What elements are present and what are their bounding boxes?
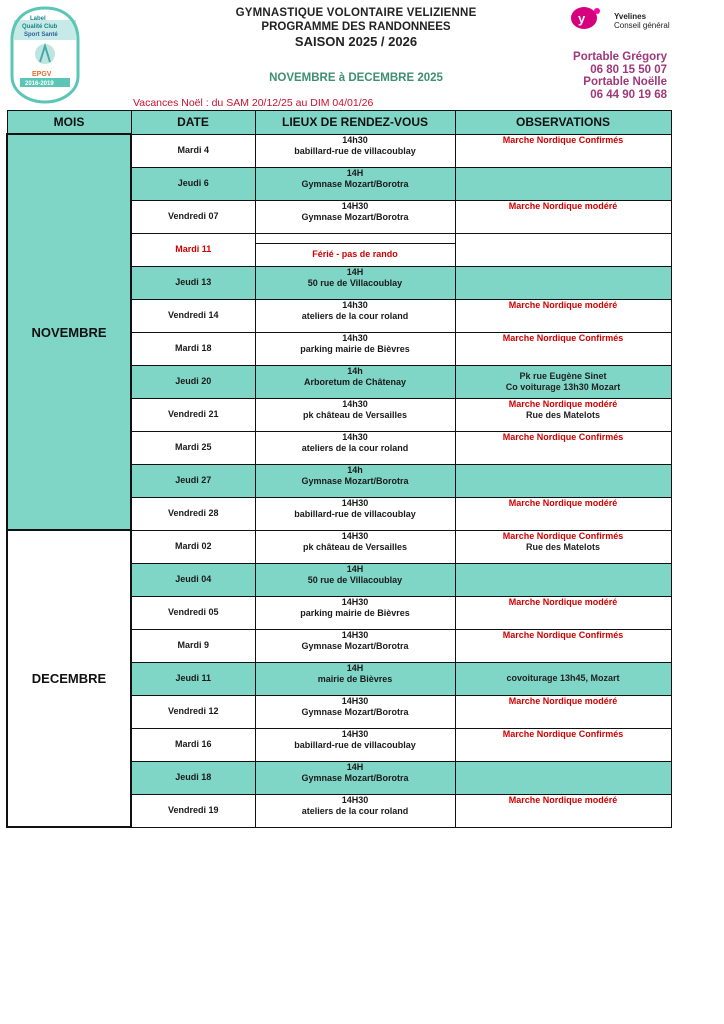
- place-name: babillard-rue de villacoublay: [294, 508, 416, 519]
- table-row: [7, 530, 671, 563]
- observation-cell: [455, 398, 671, 431]
- observation-line: Marche Nordique Confirmés: [502, 332, 624, 343]
- place-name: Gymnase Mozart/Borotra: [301, 178, 409, 189]
- place-name: parking mairie de Bièvres: [300, 607, 410, 618]
- date-cell: Mardi 11: [131, 233, 255, 266]
- place-name: ateliers de la cour roland: [301, 442, 409, 453]
- contact-name: Portable Grégory: [573, 51, 667, 63]
- place-name: ateliers de la cour roland: [301, 310, 409, 321]
- observation-cell: [455, 596, 671, 629]
- observation-line: covoiturage 13h45, Mozart: [506, 673, 620, 683]
- place-name: 50 rue de Villacoublay: [307, 277, 403, 288]
- col-header-date: DATE: [131, 111, 255, 135]
- place-cell: [255, 431, 455, 464]
- observation-cell: [455, 728, 671, 761]
- observation-cell: [455, 563, 671, 596]
- observation-cell: [455, 497, 671, 530]
- observation-line: Marche Nordique modéré: [508, 794, 618, 805]
- date-cell: Mardi 02: [131, 530, 255, 563]
- meeting-time: 14H: [346, 662, 364, 673]
- place-name: Gymnase Mozart/Borotra: [301, 640, 409, 651]
- meeting-time: 14h30: [342, 431, 368, 442]
- label-qualite-club-badge: [10, 6, 80, 104]
- meeting-time: 14h30: [342, 299, 368, 310]
- observation-line: Marche Nordique modéré: [508, 695, 618, 706]
- date-cell: Vendredi 28: [131, 497, 255, 530]
- place-cell: [255, 332, 455, 365]
- place-cell: [255, 497, 455, 530]
- observation-cell: [455, 464, 671, 497]
- observation-cell: [455, 266, 671, 299]
- month-cell: NOVEMBRE: [7, 134, 131, 530]
- date-cell: Vendredi 21: [131, 398, 255, 431]
- place-name: parking mairie de Bièvres: [300, 343, 410, 354]
- place-cell: [255, 167, 455, 200]
- date-cell: Jeudi 20: [131, 365, 255, 398]
- observation-line: Marche Nordique Confirmés: [502, 134, 624, 145]
- table-row: [7, 134, 671, 167]
- place-cell: [255, 233, 455, 266]
- observation-line: Marche Nordique modéré: [508, 398, 618, 409]
- place-cell: [255, 299, 455, 332]
- col-header-place: LIEUX DE RENDEZ-VOUS: [255, 111, 455, 135]
- date-cell: Jeudi 18: [131, 761, 255, 794]
- date-cell: Vendredi 05: [131, 596, 255, 629]
- place-cell: [255, 134, 455, 167]
- meeting-time: 14H: [346, 761, 364, 772]
- yvelines-sub: Conseil général: [614, 21, 670, 30]
- schedule-table: [6, 110, 672, 828]
- meeting-time: 14H30: [341, 794, 369, 805]
- meeting-time: 14h30: [342, 134, 368, 145]
- observation-cell: [455, 167, 671, 200]
- meeting-time: 14H30: [341, 596, 369, 607]
- date-cell: Vendredi 19: [131, 794, 255, 827]
- club-name: GYMNASTIQUE VOLONTAIRE VELIZIENNE: [235, 7, 477, 19]
- yvelines-logo-icon: [570, 6, 602, 30]
- observation-line: Marche Nordique modéré: [508, 596, 618, 607]
- svg-text:Qualité Club: Qualité Club: [22, 24, 58, 30]
- meeting-time: 14h30: [342, 398, 368, 409]
- place-cell: [255, 365, 455, 398]
- observation-cell: [455, 299, 671, 332]
- observation-cell: [455, 332, 671, 365]
- meeting-time: 14h30: [342, 332, 368, 343]
- observation-cell: [455, 695, 671, 728]
- observation-line: Pk rue Eugène Sinet: [519, 370, 607, 381]
- place-cell: [255, 266, 455, 299]
- date-cell: Mardi 4: [131, 134, 255, 167]
- date-cell: Jeudi 13: [131, 266, 255, 299]
- yvelines-label: [614, 12, 670, 30]
- observation-line: Rue des Matelots: [525, 541, 601, 552]
- date-cell: Jeudi 27: [131, 464, 255, 497]
- svg-text:Sport Santé: Sport Santé: [24, 32, 58, 38]
- contact-name: Portable Noëlle: [583, 76, 667, 88]
- meeting-time: 14H30: [341, 530, 369, 541]
- observation-cell: [455, 134, 671, 167]
- place-name: mairie de Bièvres: [317, 673, 393, 684]
- col-header-month: MOIS: [7, 111, 131, 135]
- observation-line: Marche Nordique modéré: [508, 497, 618, 508]
- date-cell: Mardi 9: [131, 629, 255, 662]
- meeting-time: 14H30: [341, 695, 369, 706]
- meeting-time: 14H30: [341, 200, 369, 211]
- meeting-time: 14H30: [341, 728, 369, 739]
- date-cell: Mardi 25: [131, 431, 255, 464]
- place-cell: [255, 464, 455, 497]
- place-cell: [255, 794, 455, 827]
- place-name: Férié - pas de rando: [312, 249, 398, 259]
- place-cell: [255, 629, 455, 662]
- place-name: Gymnase Mozart/Borotra: [301, 475, 409, 486]
- date-cell: Jeudi 11: [131, 662, 255, 695]
- place-name: 50 rue de Villacoublay: [307, 574, 403, 585]
- place-name: babillard-rue de villacoublay: [294, 739, 416, 750]
- date-cell: Jeudi 04: [131, 563, 255, 596]
- yvelines-name: Yvelines: [614, 12, 647, 21]
- observation-line: Marche Nordique Confirmés: [502, 431, 624, 442]
- place-cell: [255, 695, 455, 728]
- month-cell: DECEMBRE: [7, 530, 131, 827]
- period-title: NOVEMBRE à DECEMBRE 2025: [269, 72, 443, 84]
- observation-cell: [455, 200, 671, 233]
- place-name: Gymnase Mozart/Borotra: [301, 772, 409, 783]
- svg-text:EPGV: EPGV: [32, 71, 52, 78]
- place-name: babillard-rue de villacoublay: [294, 145, 416, 156]
- contact-phone: 06 80 15 50 07: [590, 63, 667, 76]
- meeting-time: 14h: [347, 365, 363, 376]
- contact-phone: 06 44 90 19 68: [590, 88, 667, 101]
- place-name: Gymnase Mozart/Borotra: [301, 211, 409, 222]
- date-cell: Mardi 18: [131, 332, 255, 365]
- col-header-observations: OBSERVATIONS: [455, 111, 671, 135]
- observation-cell: [455, 794, 671, 827]
- place-cell: [255, 398, 455, 431]
- observation-cell: [455, 629, 671, 662]
- date-cell: Vendredi 12: [131, 695, 255, 728]
- date-cell: Jeudi 6: [131, 167, 255, 200]
- observation-cell: [455, 530, 671, 563]
- date-cell: Vendredi 14: [131, 299, 255, 332]
- meeting-time: 14H30: [341, 629, 369, 640]
- holiday-note: Vacances Noël : du SAM 20/12/25 au DIM 04/01/26: [133, 97, 374, 109]
- meeting-time: 14h: [347, 464, 363, 475]
- place-cell: [255, 596, 455, 629]
- meeting-time: 14H: [346, 563, 364, 574]
- observation-line: Co voiturage 13h30 Mozart: [505, 381, 621, 392]
- place-name: ateliers de la cour roland: [301, 805, 409, 816]
- date-cell: Vendredi 07: [131, 200, 255, 233]
- program-title: PROGRAMME DES RANDONNEES: [261, 21, 451, 33]
- observation-cell: [455, 761, 671, 794]
- place-cell: [255, 530, 455, 563]
- observation-line: Rue des Matelots: [525, 409, 601, 420]
- place-name: Arboretum de Châtenay: [303, 376, 407, 387]
- place-cell: [255, 563, 455, 596]
- observation-line: Marche Nordique Confirmés: [502, 530, 624, 541]
- observation-cell: [455, 365, 671, 398]
- season-title: SAISON 2025 / 2026: [294, 34, 418, 49]
- contacts: [573, 51, 667, 101]
- svg-text:Label: Label: [30, 16, 46, 22]
- meeting-time: 14H: [346, 167, 364, 178]
- meeting-time: 14H: [346, 266, 364, 277]
- place-name: pk château de Versailles: [302, 409, 408, 420]
- observation-line: Marche Nordique Confirmés: [502, 728, 624, 739]
- svg-text:2016-2019: 2016-2019: [25, 81, 54, 87]
- observation-line: Marche Nordique Confirmés: [502, 629, 624, 640]
- observation-line: Marche Nordique modéré: [508, 200, 618, 211]
- observation-cell: [455, 431, 671, 464]
- place-name: Gymnase Mozart/Borotra: [301, 706, 409, 717]
- table-header-row: [7, 111, 671, 135]
- place-cell: [255, 761, 455, 794]
- date-cell: Mardi 16: [131, 728, 255, 761]
- svg-text:y: y: [578, 11, 586, 26]
- observation-line: Marche Nordique modéré: [508, 299, 618, 310]
- place-cell: [255, 200, 455, 233]
- place-cell: [255, 728, 455, 761]
- place-name: pk château de Versailles: [302, 541, 408, 552]
- observation-cell: [455, 662, 671, 695]
- header-titles: [190, 6, 522, 49]
- observation-cell: [455, 233, 671, 266]
- place-cell: [255, 662, 455, 695]
- meeting-time: 14H30: [341, 497, 369, 508]
